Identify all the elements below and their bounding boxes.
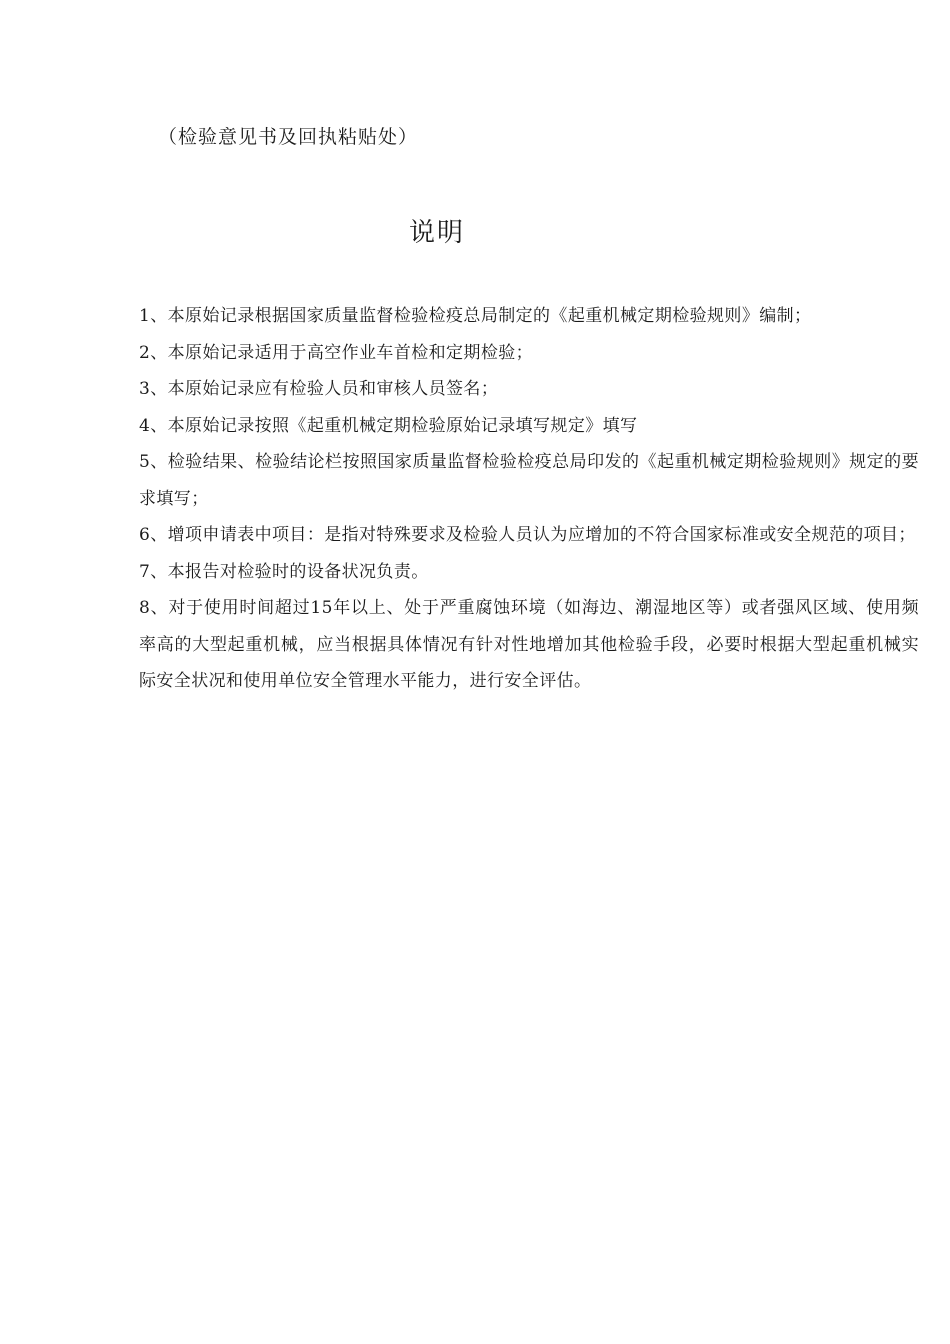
notes-list [139, 298, 919, 700]
note-item-7: 7、本报告对检验时的设备状况负责。 [139, 561, 429, 582]
note-item-6: 6、增项申请表中项目：是指对特殊要求及检验人员认为应增加的不符合国家标准或安全规范的项目； [139, 525, 916, 545]
note-item-3: 3、本原始记录应有检验人员和审核人员签名； [139, 379, 499, 399]
note-item-1: 1、本原始记录根据国家质量监督检验检疫总局制定的《起重机械定期检验规则》编制； [139, 306, 812, 326]
paste-area-note: （检验意见书及回执粘贴处） [158, 126, 419, 148]
note-item-4: 4、本原始记录按照《起重机械定期检验原始记录填写规定》填写 [139, 415, 638, 436]
note-item-5: 5、检验结果、检验结论栏按照国家质量监督检验检疫总局印发的《起重机械定期检验规则》规定的要求填写； [139, 452, 919, 509]
page-title: 说明 [408, 218, 465, 248]
note-item-2: 2、本原始记录适用于高空作业车首检和定期检验； [139, 342, 534, 363]
note-item-8: 8、对于使用时间超过15年以上、处于严重腐蚀环境（如海边、潮湿地区等）或者强风区域、使用频率高的大型起重机械，应当根据具体情况有针对性地增加其他检验手段，必要时根据大型起重机械实际安全状况和使用单位安全管理水平能力，进行安全评估。 [139, 598, 919, 691]
